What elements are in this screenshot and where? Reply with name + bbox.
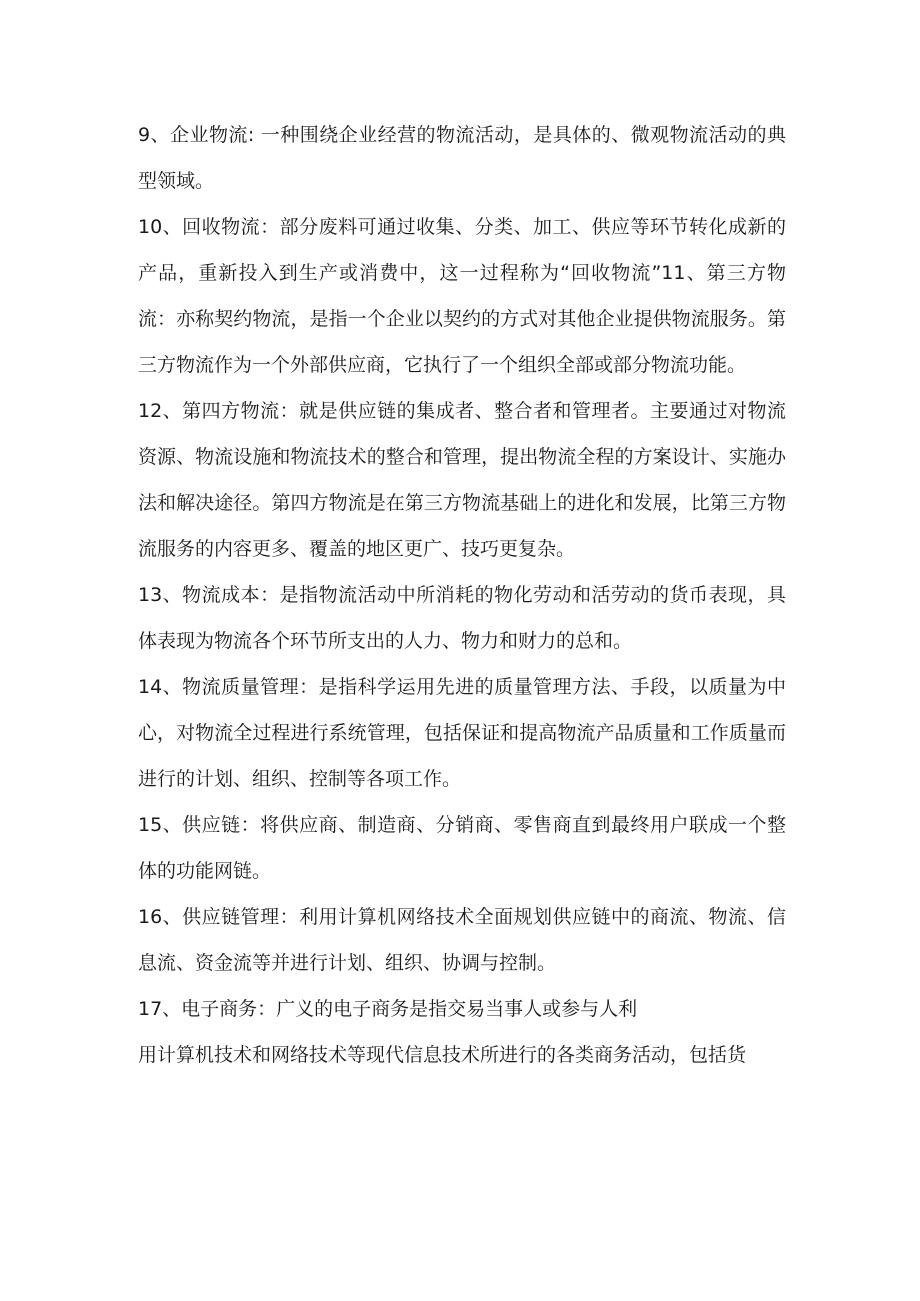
document-body: [138, 112, 786, 1078]
paragraph-e-commerce-continued: 用计算机技术和网络技术等现代信息技术所进行的各类商务活动，包括货: [138, 1044, 747, 1066]
paragraph-reverse-logistics: 10、回收物流：部分废料可通过收集、分类、加工、供应等环节转化成新的产品，重新投入到生产或消费中，这一过程称为“回收物流”11、第三方物流：亦称契约物流，是指一个企业以契约的方式对其他企业提供物流服务。第三方物流作为一个外部供应商，它执行了一个组织全部或部分物流功能。: [138, 216, 786, 376]
paragraph-logistics-quality-management: 14、物流质量管理：是指科学运用先进的质量管理方法、手段，以质量为中心，对物流全过程进行系统管理，包括保证和提高物流产品质量和工作质量而进行的计划、组织、控制等各项工作。: [138, 676, 786, 790]
paragraph-fourth-party-logistics: 12、第四方物流：就是供应链的集成者、整合者和管理者。主要通过对物流资源、物流设施和物流技术的整合和管理，提出物流全程的方案设计、实施办法和解决途径。第四方物流是在第三方物流基础上的进化和发展，比第三方物流服务的内容更多、覆盖的地区更广、技巧更复杂。: [138, 400, 786, 560]
paragraph-e-commerce: 17、电子商务：广义的电子商务是指交易当事人或参与人利: [138, 998, 638, 1020]
paragraph-enterprise-logistics: 9、企业物流: 一种围绕企业经营的物流活动，是具体的、微观物流活动的典型领域。: [138, 124, 786, 192]
paragraph-supply-chain: 15、供应链：将供应商、制造商、分销商、零售商直到最终用户联成一个整体的功能网链。: [138, 814, 786, 882]
paragraph-logistics-cost: 13、物流成本：是指物流活动中所消耗的物化劳动和活劳动的货币表现，具体表现为物流各个环节所支出的人力、物力和财力的总和。: [138, 584, 786, 652]
paragraph-supply-chain-management: 16、供应链管理：利用计算机网络技术全面规划供应链中的商流、物流、信息流、资金流等并进行计划、组织、协调与控制。: [138, 906, 786, 974]
